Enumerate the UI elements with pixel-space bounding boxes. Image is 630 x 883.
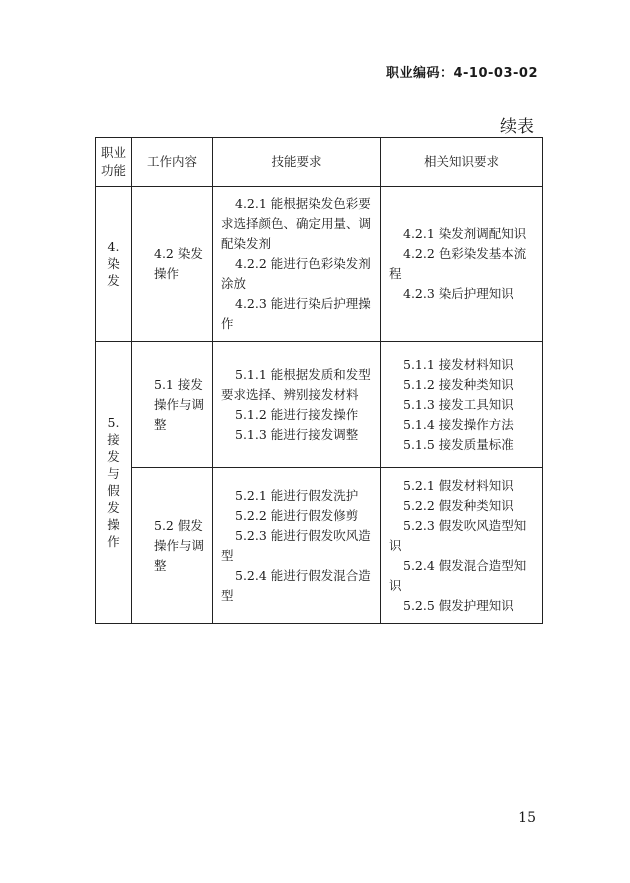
function-cell xyxy=(96,342,132,624)
header-work-content: 工作内容 xyxy=(132,138,213,187)
skills-table xyxy=(95,137,543,624)
skill-item: 5.1.2 能进行接发操作 xyxy=(235,406,359,422)
knowledge-item: 5.2.4 假发混合造型知识 xyxy=(389,557,527,593)
table-row xyxy=(96,342,543,468)
skills-cell xyxy=(213,187,381,342)
skill-item: 5.2.4 能进行假发混合造型 xyxy=(221,567,371,603)
function-number: 4. xyxy=(107,238,120,254)
skill-item: 5.1.1 能根据发质和发型要求选择、辨别接发材料 xyxy=(221,366,371,402)
page-number: 15 xyxy=(518,810,536,826)
skill-item: 4.2.3 能进行染后护理操作 xyxy=(221,296,371,331)
knowledge-item: 5.2.5 假发护理知识 xyxy=(403,597,514,613)
header-skills: 技能要求 xyxy=(213,138,381,187)
skill-item: 5.1.3 能进行接发调整 xyxy=(235,426,359,442)
knowledge-item: 5.2.1 假发材料知识 xyxy=(403,477,514,493)
table-header-row xyxy=(96,138,543,187)
knowledge-cell xyxy=(381,342,543,468)
header-knowledge: 相关知识要求 xyxy=(381,138,543,187)
skill-item: 5.2.2 能进行假发修剪 xyxy=(235,507,359,523)
knowledge-item: 5.1.4 接发操作方法 xyxy=(403,416,514,432)
skill-item: 5.2.1 能进行假发洗护 xyxy=(235,487,359,503)
skill-item: 4.2.1 能根据染发色彩要求选择颜色、确定用量、调配染发剂 xyxy=(221,196,372,251)
knowledge-cell xyxy=(381,468,543,624)
table-body xyxy=(96,187,543,624)
knowledge-item: 4.2.3 染后护理知识 xyxy=(403,286,514,301)
continued-label: 续表 xyxy=(500,117,534,137)
header-function: 职业 功能 xyxy=(96,138,132,187)
skills-cell xyxy=(213,342,381,468)
function-name: 染发 xyxy=(107,255,120,288)
knowledge-item: 5.1.5 接发质量标准 xyxy=(403,436,514,452)
knowledge-item: 5.2.2 假发种类知识 xyxy=(403,497,514,513)
knowledge-item: 5.2.3 假发吹风造型知识 xyxy=(389,517,527,553)
knowledge-item: 5.1.1 接发材料知识 xyxy=(403,356,514,372)
work-content-cell: 5.2 假发操作与调整 xyxy=(132,468,213,624)
skills-cell xyxy=(213,468,381,624)
function-name: 接发与假发操作 xyxy=(107,431,120,549)
table-row xyxy=(96,468,543,624)
work-content-cell: 5.1 接发操作与调整 xyxy=(132,342,213,468)
knowledge-item: 4.2.1 染发剂调配知识 xyxy=(403,226,527,241)
function-number: 5. xyxy=(107,414,120,430)
occupation-code: 职业编码：4-10-03-02 xyxy=(385,66,538,81)
skill-item: 4.2.2 能进行色彩染发剂涂放 xyxy=(221,256,371,291)
table-row xyxy=(96,187,543,342)
knowledge-item: 5.1.3 接发工具知识 xyxy=(403,396,514,412)
skill-item: 5.2.3 能进行假发吹风造型 xyxy=(221,527,371,563)
knowledge-cell xyxy=(381,187,543,342)
function-cell xyxy=(96,187,132,342)
work-content-cell: 4.2 染发操作 xyxy=(132,187,213,342)
knowledge-item: 4.2.2 色彩染发基本流程 xyxy=(389,246,527,281)
knowledge-item: 5.1.2 接发种类知识 xyxy=(403,376,514,392)
